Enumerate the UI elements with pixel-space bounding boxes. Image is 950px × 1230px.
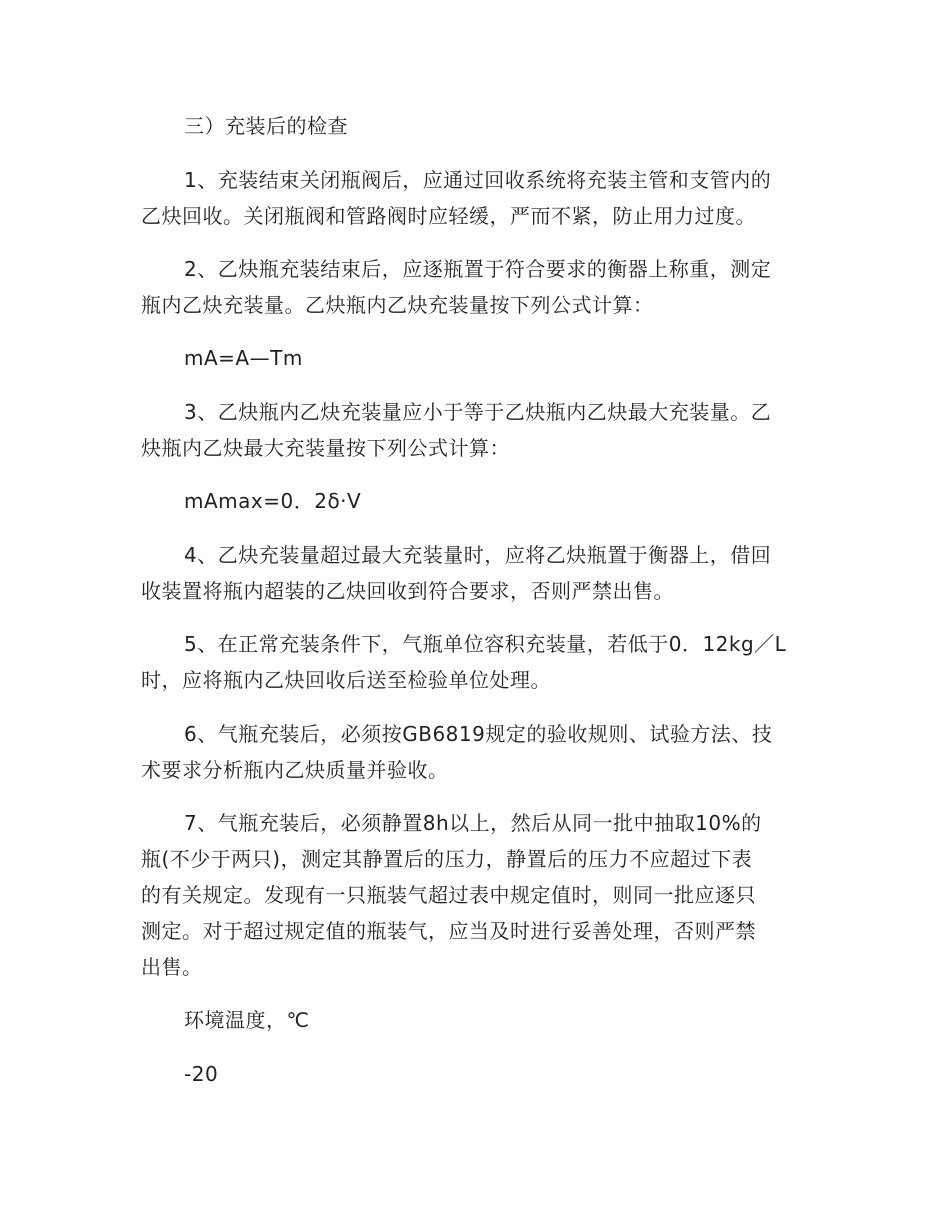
paragraph-1-line-1: 1、充装结束关闭瓶阀后，应通过回收系统将充装主管和支管内的 (184, 168, 772, 192)
paragraph-5-line-2: 时，应将瓶内乙炔回收后送至检验单位处理。 (141, 668, 551, 692)
paragraph-2-line-1: 2、乙炔瓶充装结束后，应逐瓶置于符合要求的衡器上称重，测定 (184, 257, 772, 281)
paragraph-7-line-1: 7、气瓶充装后，必须静置8h以上，然后从同一批中抽取10%的 (184, 811, 762, 835)
section-heading: 三）充装后的检查 (184, 114, 348, 138)
table-value-temperature: -20 (184, 1062, 219, 1086)
paragraph-5-line-1: 5、在正常充装条件下，气瓶单位容积充装量，若低于0．12kg／L (184, 632, 787, 656)
paragraph-4-line-2: 收装置将瓶内超装的乙炔回收到符合要求，否则严禁出售。 (141, 579, 674, 603)
table-label-ambient-temperature: 环境温度，℃ (184, 1008, 310, 1032)
formula-fill-amount: mA=A—Tm (184, 346, 303, 370)
paragraph-4-line-1: 4、乙炔充装量超过最大充装量时，应将乙炔瓶置于衡器上，借回 (184, 543, 772, 567)
paragraph-3-line-1: 3、乙炔瓶内乙炔充装量应小于等于乙炔瓶内乙炔最大充装量。乙 (184, 400, 772, 424)
paragraph-7-line-2: 瓶(不少于两只)，测定其静置后的压力，静置后的压力不应超过下表 (141, 847, 753, 871)
paragraph-7-line-4: 测定。对于超过规定值的瓶装气，应当及时进行妥善处理，否则严禁 (141, 919, 756, 943)
paragraph-6-line-2: 术要求分析瓶内乙炔质量并验收。 (141, 758, 449, 782)
paragraph-1-line-2: 乙炔回收。关闭瓶阀和管路阀时应轻缓，严而不紧，防止用力过度。 (141, 204, 756, 228)
paragraph-3-line-2: 炔瓶内乙炔最大充装量按下列公式计算： (141, 436, 510, 460)
paragraph-7-line-5: 出售。 (141, 955, 203, 979)
paragraph-7-line-3: 的有关规定。发现有一只瓶装气超过表中规定值时，则同一批应逐只 (141, 883, 756, 907)
formula-max-fill: mAmax=0．2δ·V (184, 489, 362, 513)
paragraph-6-line-1: 6、气瓶充装后，必须按GB6819规定的验收规则、试验方法、技 (184, 722, 773, 746)
paragraph-2-line-2: 瓶内乙炔充装量。乙炔瓶内乙炔充装量按下列公式计算： (141, 293, 654, 317)
